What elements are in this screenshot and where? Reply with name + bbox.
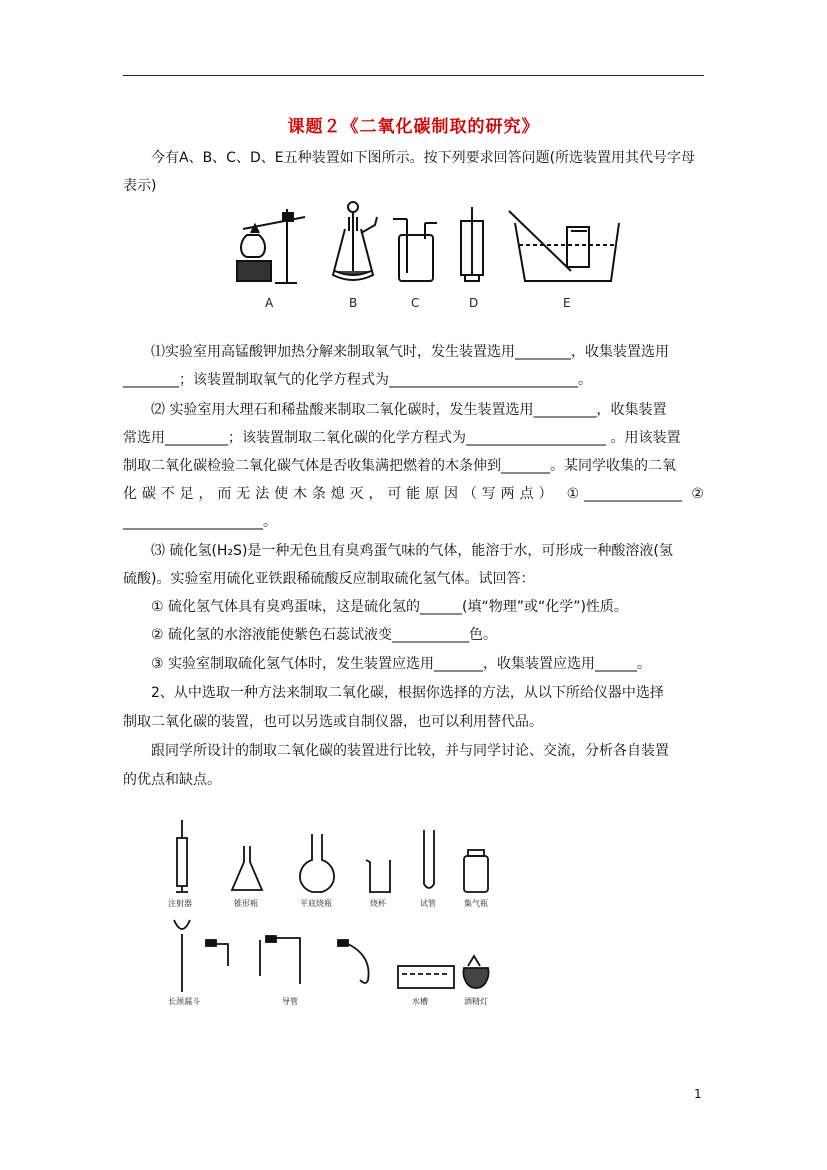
gas-jar-icon [464, 850, 488, 892]
water-trough-label: 水槽 [412, 997, 428, 1006]
page-title: 课题２《二氧化碳制取的研究》 [287, 117, 540, 137]
flat-flask-icon [300, 834, 334, 892]
gas-jar-label: 集气瓶 [464, 899, 488, 908]
part-2-line-2: 制取二氧化碳的装置，也可以另选或自制仪器，也可以利用替代品。 [123, 714, 543, 730]
apparatus-figure [225, 195, 625, 313]
question-3-line-2: 硫酸)。实验室用硫化亚铁跟稀硫酸反应制取硫化氢气体。试回答： [123, 571, 535, 587]
conical-flask-icon [232, 846, 262, 890]
header-rule [123, 75, 704, 76]
apparatus-e-diagram [509, 211, 619, 281]
label-b: B [349, 296, 358, 310]
test-tube-icon [424, 830, 434, 888]
question-2-line-3: 制取二氧化碳检验二氧化碳气体是否收集满把燃着的木条伸到_______。某同学收集的二氧 [123, 458, 676, 474]
label-c: C [411, 296, 420, 310]
question-3-line-1: ⑶ 硫化氢(H₂S)是一种无色且有臭鸡蛋气味的气体，能溶于水，可形成一种酸溶液(氢 [151, 543, 673, 559]
long-funnel-label: 长颈漏斗 [168, 997, 200, 1006]
label-e: E [563, 296, 571, 310]
part-3-line-2: 的优点和缺点。 [123, 772, 221, 788]
test-tube-label: 试管 [420, 899, 436, 908]
question-2-line-4: 化碳不足，而无法使木条熄灭，可能原因（写两点） ①______________ ② [123, 486, 704, 502]
question-1: ⑴实验室用高锰酸钾加热分解来制取氧气时，发生装置选用________，收集装置选用________；该装置制取氧气的化学方程式为___________________________。 [123, 344, 669, 388]
conical-flask-label: 锥形瓶 [234, 899, 258, 908]
label-a: A [265, 296, 274, 310]
beaker-label: 烧杯 [370, 899, 386, 908]
apparatus-b-diagram [333, 202, 377, 280]
question-2-line-2: 常选用_________；该装置制取二氧化碳的化学方程式为____________________ 。用该装置 [123, 430, 681, 446]
instruments-figure [162, 816, 502, 1012]
apparatus-a-diagram [237, 209, 305, 283]
delivery-tube-label: 导管 [282, 997, 298, 1006]
alcohol-lamp-icon [464, 956, 489, 988]
syringe-icon [176, 820, 188, 892]
delivery-tube-icon [206, 936, 369, 984]
page-number: 1 [694, 1087, 702, 1101]
question-2-line-1: ⑵ 实验室用大理石和稀盐酸来制取二氧化碳时，发生装置选用_________，收集装置 [151, 402, 667, 418]
apparatus-c-diagram [393, 219, 437, 281]
label-d: D [469, 296, 479, 310]
intro-text: 今有A、B、C、D、E五种装置如下图所示。按下列要求回答问题(所选装置用其代号字母表示) [123, 150, 696, 194]
water-trough-icon [398, 966, 454, 988]
question-2-line-5: ____________________。 [123, 514, 277, 530]
syringe-label: 注射器 [168, 899, 192, 908]
question-3-c: ③ 实验室制取硫化氢气体时，发生装置应选用_______，收集装置应选用______。 [151, 656, 651, 672]
question-3-a: ① 硫化氢气体具有臭鸡蛋味，这是硫化氢的______(填“物理”或“化学”)性质。 [151, 599, 628, 615]
alcohol-lamp-label: 酒精灯 [464, 997, 488, 1006]
long-funnel-icon [174, 920, 190, 992]
part-2-line-1: 2、从中选取一种方法来制取二氧化碳，根据你选择的方法，从以下所给仪器中选择 [151, 685, 664, 701]
apparatus-d-diagram [461, 207, 483, 281]
beaker-icon [366, 860, 390, 892]
part-3-line-1: 跟同学所设计的制取二氧化碳的装置进行比较，并与同学讨论、交流，分析各自装置 [151, 743, 669, 759]
question-3-b: ② 硫化氢的水溶液能使紫色石蕊试液变___________色。 [151, 627, 497, 643]
flat-flask-label: 平底烧瓶 [300, 899, 332, 908]
